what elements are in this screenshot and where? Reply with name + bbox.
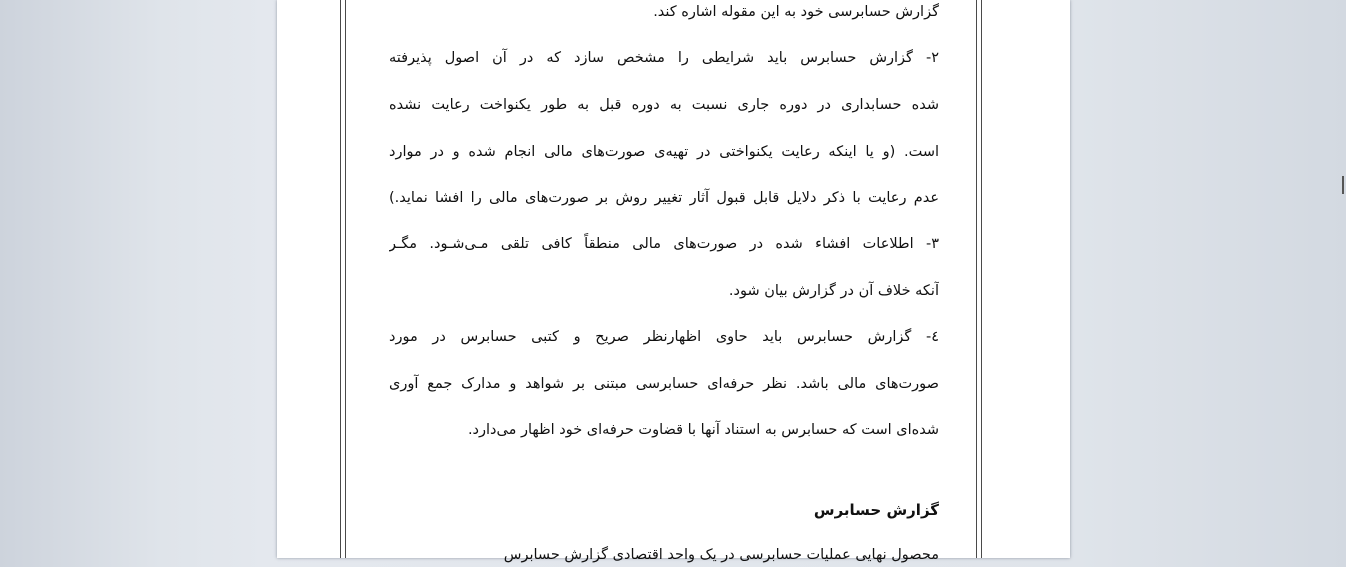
text-line-9: صورت‌های مالی باشد. نظر حرفه‌ای حسابرسی مبتنی بر شواهد و مدارک جمع آوری [389, 376, 939, 392]
scroll-indicator[interactable] [1342, 176, 1344, 194]
text-line-1: گزارش حسابرسی خود به این مقوله اشاره کند. [653, 4, 939, 20]
text-line-partial: محصول نهایی عملیات حسابرسی در یک واحد اقتصادی گزارش حسابرس [503, 547, 939, 563]
text-line-2: ۲- گزارش حسابرس باید شرایطی را مشخص سازد که در آن اصول پذیرفته [389, 50, 939, 66]
text-line-8: ٤- گزارش حسابرس باید حاوی اظهارنظر صریح و کتبی حسابرس در مورد [389, 329, 939, 345]
text-line-3: شده حسابداری در دوره جاری نسبت به دوره قبل به طور یکنواخت رعایت نشده [389, 97, 939, 113]
text-line-4: است. (و یا اینکه رعایت یکنواختی در تهیه‌ی صورت‌های مالی انجام شده و در موارد [389, 144, 939, 160]
section-heading: گزارش حسابرس [813, 501, 939, 519]
text-line-5: عدم رعایت با ذکر دلایل قابل قبول آثار تغییر روش بر صورت‌های مالی را افشا نماید.) [389, 190, 939, 206]
document-page[interactable] [277, 0, 1070, 563]
text-line-10: شده‌ای است که حسابرس به استناد آنها با قضاوت حرفه‌ای خود اظهار می‌دارد. [467, 422, 939, 438]
text-line-7: آنکه خلاف آن در گزارش بیان شود. [728, 283, 939, 299]
text-line-6: ۳- اطلاعات افشاء شده در صورت‌های مالی منطقاً کافی تلقی مـی‌شـود. مگـر [389, 236, 939, 252]
